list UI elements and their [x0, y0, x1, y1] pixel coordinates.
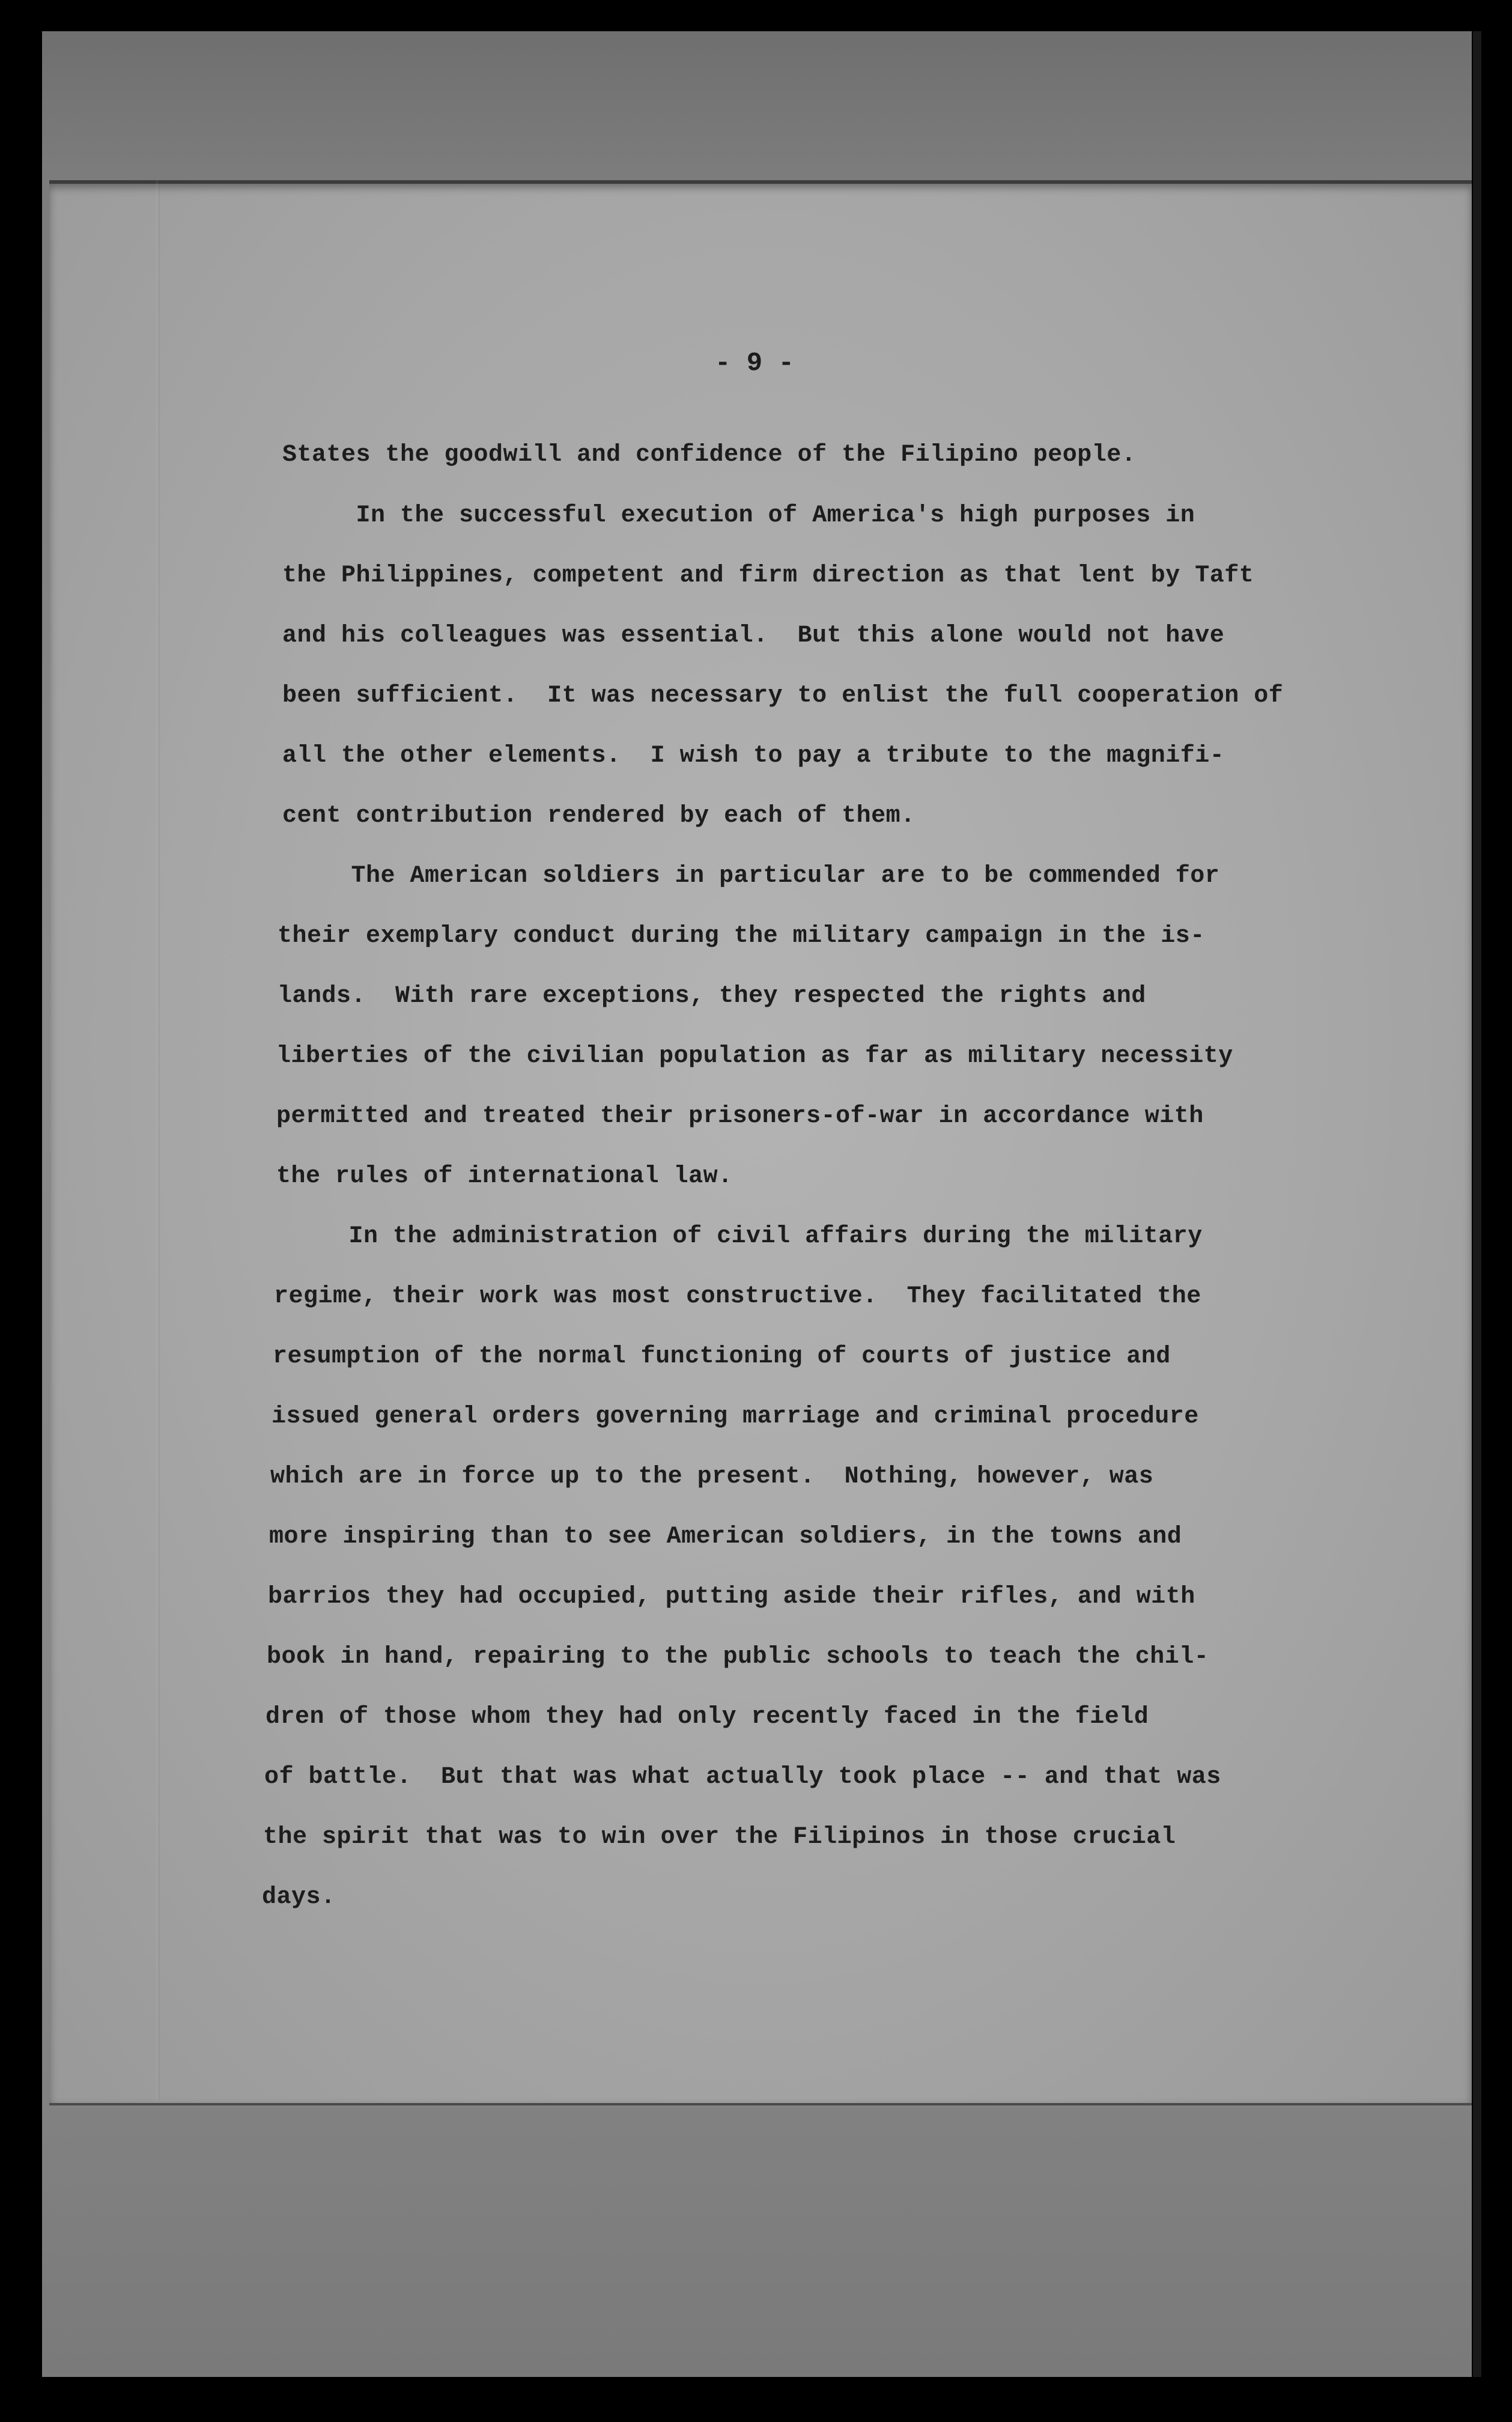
- text-line: which are in force up to the present. Nothing, however, was: [270, 1463, 1154, 1490]
- frame-right-edge: [1473, 31, 1481, 2377]
- text-line: permitted and treated their prisoners-of-war in accordance with: [276, 1103, 1204, 1130]
- typed-page-sheet: [49, 180, 1472, 2105]
- text-line: In the successful execution of America's high purposes in: [282, 502, 1195, 529]
- text-line: the spirit that was to win over the Filipinos in those crucial: [263, 1824, 1176, 1851]
- text-line: of battle. But that was what actually took place -- and that was: [264, 1764, 1221, 1791]
- text-line: all the other elements. I wish to pay a tribute to the magnifi-: [282, 742, 1225, 769]
- text-line: barrios they had occupied, putting aside their rifles, and with: [268, 1583, 1195, 1610]
- text-line: States the goodwill and confidence of the Filipino people.: [282, 442, 1137, 469]
- text-line: their exemplary conduct during the military campaign in the is-: [278, 923, 1205, 950]
- text-line: The American soldiers in particular are to be commended for: [278, 863, 1220, 890]
- text-line: dren of those whom they had only recently faced in the field: [266, 1704, 1149, 1731]
- text-line: days.: [262, 1884, 336, 1911]
- text-line: and his colleagues was essential. But this alone would not have: [282, 622, 1225, 649]
- text-line: resumption of the normal functioning of courts of justice and: [273, 1343, 1171, 1370]
- text-line: book in hand, repairing to the public schools to teach the chil-: [267, 1644, 1209, 1671]
- text-line: regime, their work was most constructive. They facilitated the: [274, 1283, 1201, 1310]
- text-line: liberties of the civilian population as far as military necessity: [276, 1043, 1233, 1070]
- page-fold-line: [156, 180, 160, 2099]
- text-line: the rules of international law.: [276, 1163, 733, 1190]
- text-line: been sufficient. It was necessary to enlist the full cooperation of: [282, 682, 1284, 709]
- text-line: issued general orders governing marriage and criminal procedure: [272, 1403, 1199, 1430]
- text-line: more inspiring than to see American soldiers, in the towns and: [269, 1523, 1182, 1550]
- text-line: cent contribution rendered by each of them.: [282, 803, 915, 830]
- text-line: lands. With rare exceptions, they respected the rights and: [278, 983, 1146, 1010]
- text-line: the Philippines, competent and firm direction as that lent by Taft: [282, 562, 1254, 589]
- text-line: In the administration of civil affairs during the military: [275, 1223, 1203, 1250]
- page-number: - 9 -: [715, 348, 795, 378]
